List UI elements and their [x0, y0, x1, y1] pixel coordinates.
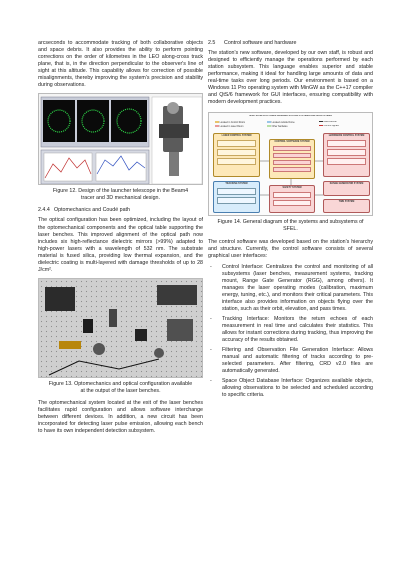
left-column — [38, 40, 203, 435]
diagram-box-control: CONTROL SOFTWARE SYSTEM — [269, 139, 315, 179]
diagram-box-safety: SAFETY SYSTEM — [269, 185, 315, 213]
paragraph: arcseconds to accommodate tracking of both collaborative objects and space debris. It also provides the ability to perform pointing corrections on the order of kilometres in the LEO along-cross track plane, that is, in the direction perpendicular to the observer's line of sight at this altitude. This capability allows for correction of possible misalignments, thereby improving the system's precision and stability during observations. — [38, 40, 203, 89]
figure-12-launcher-telescope — [38, 93, 203, 185]
list-item: - Tracking Interface: Monitors the return echoes of each measurement in real time and calculates their statistics. This allows for instant corrections during tracking, thus improving the accuracy of the results obtained. — [208, 316, 373, 344]
figure-14-caption: Figure 14. General diagram of the systems and subsystems of SFEL. — [217, 219, 364, 233]
paragraph: The station's new software, developed by our own staff, is robust and designed to efficiently manage the operations performed by each station subsystem. This language enables superior and stable performance, making it ideal for handling large amounts of data and real-time tasks over long periods. Our environment is based on a Windows 11 Pro operating system with MinGW as the C++17 compiler and QtS/6 framework for GUI interfaces, ensuring compatibility with modern development practices. — [208, 50, 373, 106]
section-title: Optomechanics and Coudé path — [54, 207, 130, 214]
section-heading-2-4-4 — [38, 207, 203, 214]
figure-13-image — [39, 279, 203, 378]
section-number: 2.5 — [208, 40, 216, 46]
right-column — [208, 40, 373, 403]
diagram-box-hardware: HARDWARE CONTROL SYSTEM — [323, 133, 370, 177]
legend-item: Other hardware — [271, 126, 288, 129]
section-title: Control software and hardware — [224, 40, 297, 46]
list-item: - Control Interface: Centralizes the control and monitoring of all subsystems (laser benches, measurement systems, tracking mount, Range Gate Generator (RGG), among others). It manages the laser operating modes (calibration, maximum energy, tuning, etc.), and monitors their critical parameters. This interface also provides information on objects flying over the station, such as their orbit, elevation, and pass times. — [208, 264, 373, 313]
figure-13-caption: Figure 13. Optomechanics and optical configuration available at the output of the laser benches. — [48, 380, 193, 394]
diagram-box-time: TIME SYSTEM — [323, 199, 370, 213]
diagram-title: SFEL SATELLITE LASER RANGING STATION SYSTEMS AND SUBSYSTEMS — [249, 115, 332, 118]
legend-item: Located in Laser Room — [219, 126, 244, 129]
list-item: - Space Object Database Interface: Organizes available objects, allowing observations to be selected and scheduled according to specific criteria. — [208, 378, 373, 399]
diagram-box-range: RANGE GENERATOR SYSTEM — [323, 181, 370, 196]
figure-12-image — [39, 94, 203, 185]
diagram-box-laser: LASER CONTROL SYSTEM — [213, 133, 260, 177]
paragraph: The optical configuration has been optimized, including the layout of the optomechanical components and the optical table supporting the laser benches. This improved alignment of the optical path now includes six high-reflectance dielectric mirrors (>99%) adapted to high-power lasers with a wavelength of 532 nm. The substrate material is fused silica, providing low thermal expansion, and the dielectric coating is multi-layered with damage thresholds of up to 28 J/cm². — [38, 217, 203, 273]
legend-item: Located in Control Room — [219, 122, 246, 125]
paragraph: The optomechanical system located at the exit of the laser benches facilitates rapid configuration and allows software interchange between different devices. In addition, a new circuit has been incorporated for detecting laser pulse emission, allowing each bench to have its own independent detection subsystem. — [38, 399, 203, 435]
interface-list — [208, 264, 373, 400]
diagram-box-tracking: TRACKING SYSTEM — [213, 181, 260, 213]
section-heading-2-5 — [208, 40, 373, 47]
figure-12-caption: Figure 12. Design of the launcher telescope in the Beam4 tracer and 3D mechanical design. — [52, 188, 189, 202]
list-item: - Filtering and Observation File Generation Interface: Allows manual and automatic filtering of tracks according to pre-selected parameters. After filtering, CRD v2.0 files are automatically generated. — [208, 347, 373, 375]
figure-14-systems-diagram — [208, 112, 373, 216]
section-number: 2.4.4 — [38, 207, 50, 214]
legend-item: Control signals — [323, 125, 339, 128]
paragraph: The control software was developed based on the station's hierarchy and structure. Currently, the control software consists of several graphical user interfaces: — [208, 238, 373, 259]
legend-item: Located outside Dome — [271, 122, 295, 125]
figure-13-optomechanics-photo — [38, 278, 203, 378]
legend-item: Data transfer — [323, 121, 337, 124]
